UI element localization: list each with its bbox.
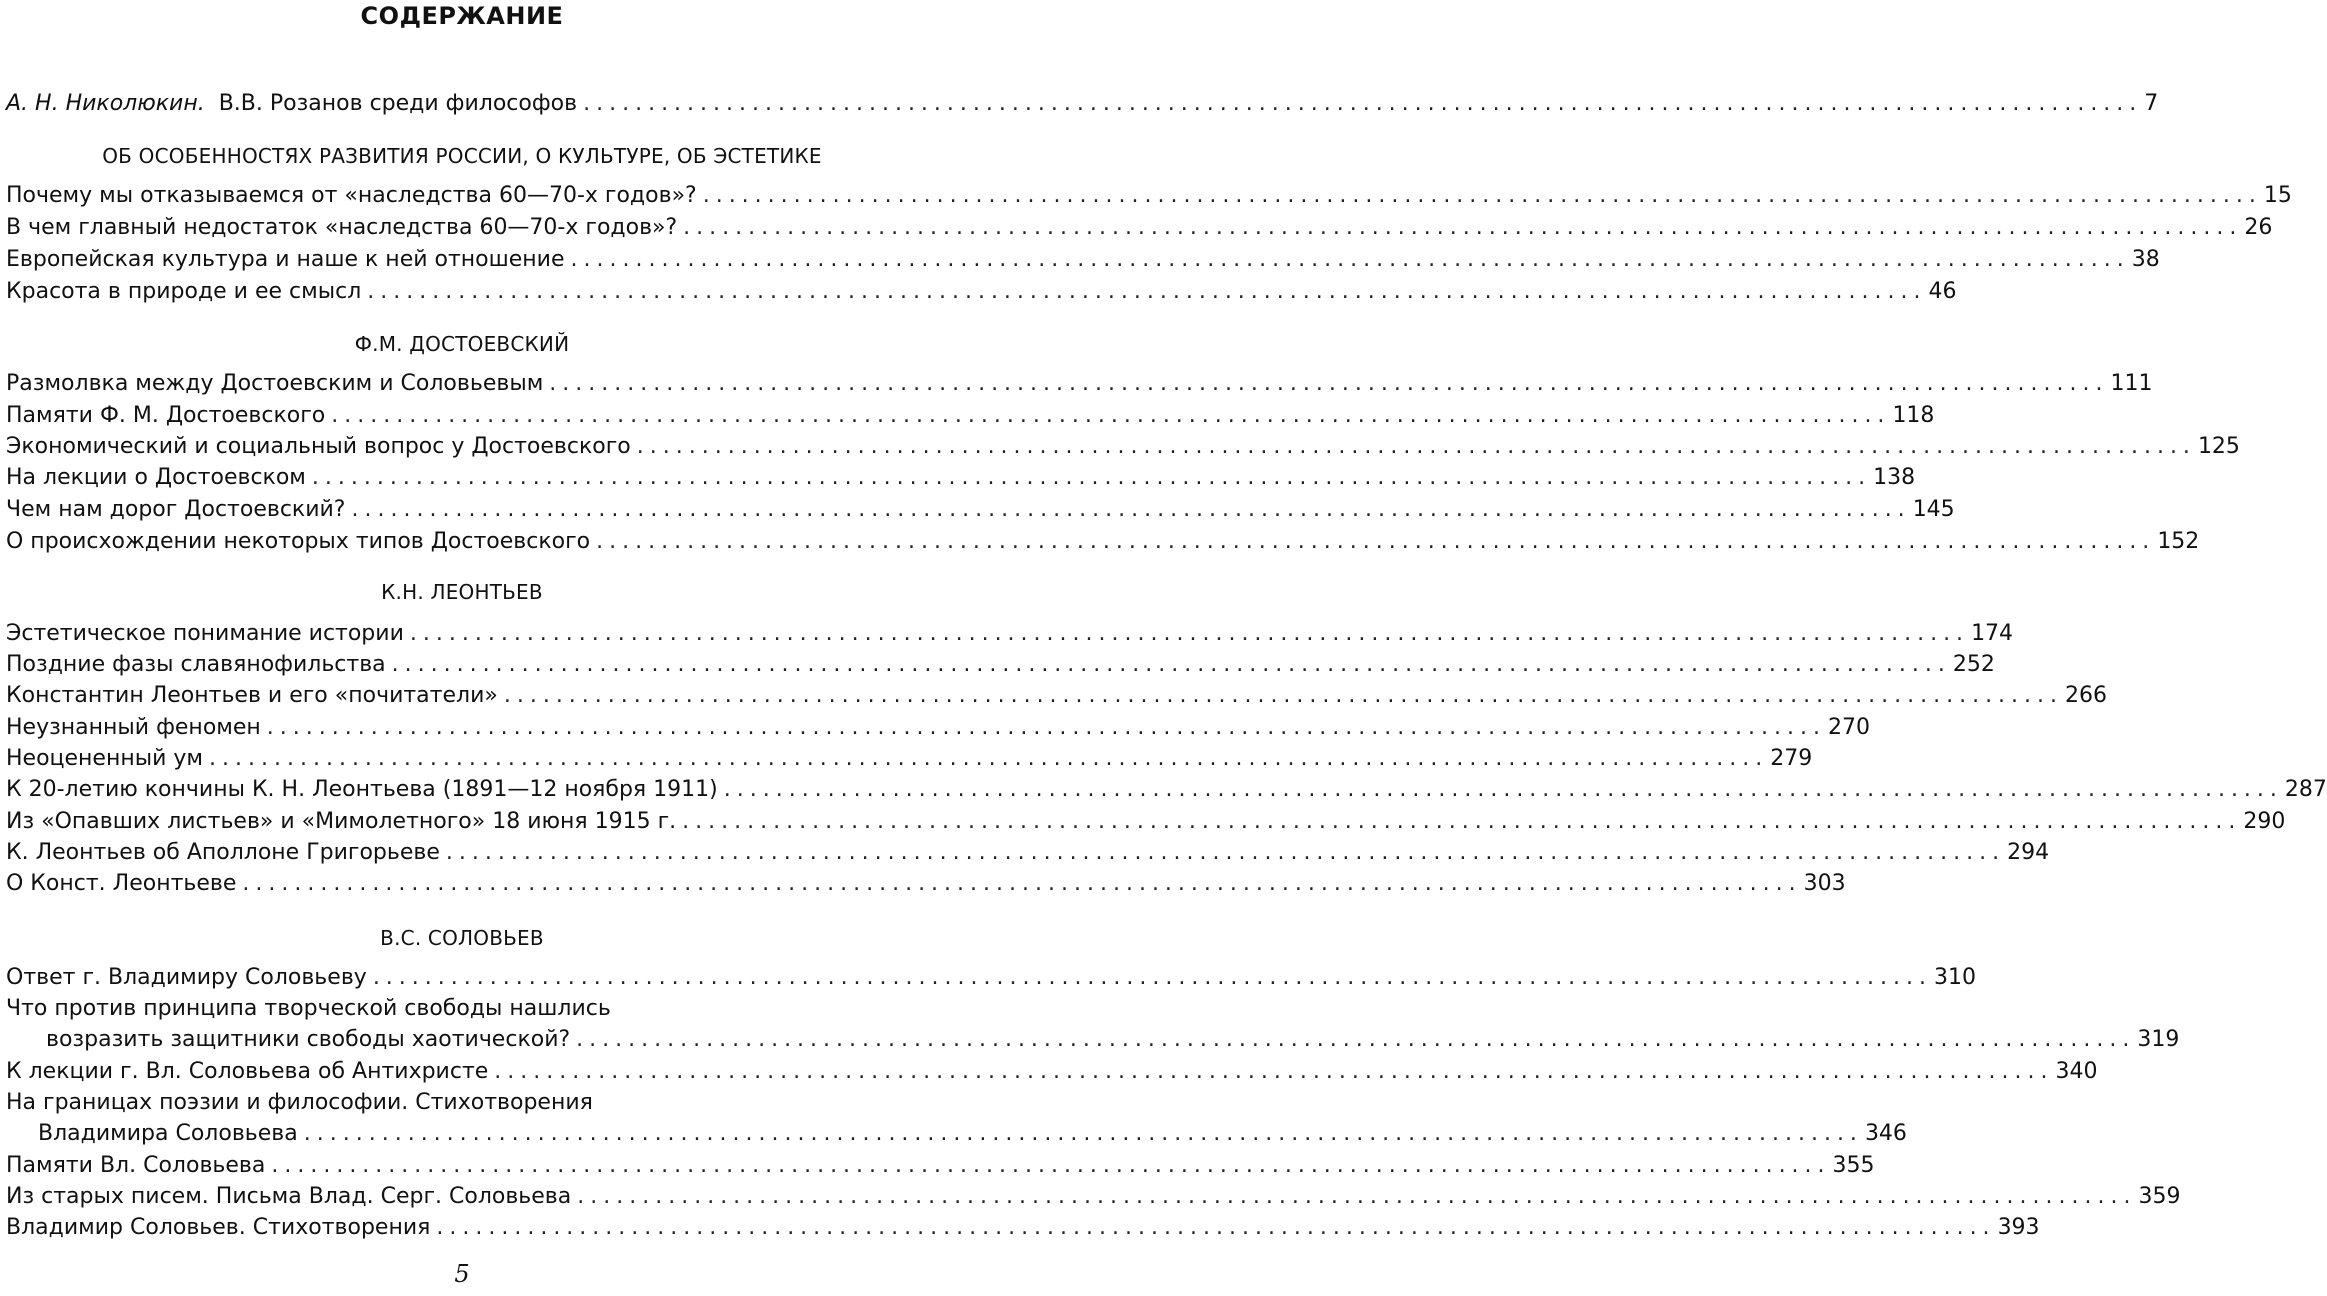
- entry-text: Константин Леонтьев и его «почитатели»: [6, 680, 504, 711]
- dot-leader: ........................................................................................................................: [445, 840, 2006, 865]
- entry-text: Размолвка между Достоевским и Соловьевым: [6, 368, 549, 399]
- toc-title: СОДЕРЖАНИЕ: [360, 2, 564, 30]
- entry-page: 294: [2007, 840, 2050, 865]
- entry-first-line: Что против принципа творческой свободы нашлись: [6, 996, 611, 1021]
- dot-leader: ........................................................................................................................: [409, 621, 1970, 646]
- entry-text: К. Леонтьев об Аполлоне Григорьеве: [6, 837, 446, 868]
- entry-text: Памяти Вл. Соловьева: [6, 1150, 271, 1181]
- entry-text: Экономический и социальный вопрос у Достоевского: [6, 431, 637, 462]
- dot-leader: ........................................................................................................................: [549, 371, 2109, 396]
- toc-entry: [6, 368, 2153, 399]
- entry-text: О Конст. Леонтьеве: [6, 868, 242, 899]
- section-heading: В.С. СОЛОВЬЕВ: [380, 926, 544, 950]
- dot-leader: ........................................................................................................................: [436, 1215, 1996, 1240]
- entry-text: Неоцененный ум: [6, 743, 209, 774]
- entry-page: 355: [1832, 1153, 1875, 1178]
- entry-author: А. Н. Николюкин.: [6, 91, 205, 116]
- toc-entry: [6, 649, 1995, 680]
- entry-page: 111: [2110, 371, 2153, 396]
- entry-page: 340: [2055, 1059, 2098, 1084]
- entry-page: 46: [1928, 279, 1957, 304]
- toc-entry: [6, 1150, 1875, 1181]
- entry-page: 125: [2197, 434, 2240, 459]
- entry-text: Неузнанный феномен: [6, 712, 267, 743]
- entry-text: Красота в природе и ее смысл: [6, 276, 367, 307]
- entry-page: 279: [1770, 746, 1813, 771]
- entry-first-line: На границах поэзии и философии. Стихотворения: [6, 1090, 593, 1115]
- entry-text: На лекции о Достоевском: [6, 462, 312, 493]
- toc-entry: [6, 431, 2240, 462]
- toc-entry: [6, 494, 1955, 525]
- entry-text: Из старых писем. Письма Влад. Серг. Соловьева: [6, 1181, 577, 1212]
- toc-entry: [6, 1056, 2098, 1087]
- entry-text: Владимир Соловьев. Стихотворения: [6, 1212, 436, 1243]
- entry-page: 26: [2244, 215, 2273, 240]
- entry-page: 252: [1952, 652, 1995, 677]
- toc-entry: [6, 400, 1935, 431]
- dot-leader: ........................................................................................................................: [494, 1059, 2054, 1084]
- section-heading: ОБ ОСОБЕННОСТЯХ РАЗВИТИЯ РОССИИ, О КУЛЬТУРЕ, ОБ ЭСТЕТИКЕ: [102, 144, 822, 168]
- entry-text: возразить защитники свободы хаотической?: [6, 1024, 576, 1055]
- entry-text: Из «Опавших листьев» и «Мимолетного» 18 июня 1915 г.: [6, 806, 682, 837]
- dot-leader: ........................................................................................................................: [242, 871, 1802, 896]
- dot-leader: ........................................................................................................................: [683, 215, 2243, 240]
- entry-text: Поздние фазы славянофильства: [6, 649, 392, 680]
- section-heading: К.Н. ЛЕОНТЬЕВ: [381, 580, 543, 604]
- toc-page: [6, 0, 2327, 1296]
- toc-entry: [6, 180, 2292, 211]
- entry-page: 145: [1912, 497, 1955, 522]
- toc-entry: [6, 1024, 2180, 1055]
- dot-leader: ........................................................................................................................: [503, 683, 2064, 708]
- entry-page: 303: [1803, 871, 1846, 896]
- entry-page: 346: [1864, 1121, 1907, 1146]
- dot-leader: ........................................................................................................................: [331, 403, 1891, 428]
- toc-entry: [6, 462, 1916, 493]
- section-heading: Ф.М. ДОСТОЕВСКИЙ: [354, 332, 570, 356]
- dot-leader: ........................................................................................................................: [596, 529, 2156, 554]
- entry-text: В чем главный недостаток «наследства 60—70-х годов»?: [6, 212, 683, 243]
- entry-page: 152: [2157, 529, 2200, 554]
- dot-leader: ........................................................................................................................: [391, 652, 1951, 677]
- toc-entry: [6, 212, 2273, 243]
- toc-entry: [6, 276, 1957, 307]
- dot-leader: ........................................................................................................................: [636, 434, 2196, 459]
- entry-page: 174: [1971, 621, 2014, 646]
- entry-text: В.В. Розанов среди философов: [218, 91, 578, 116]
- toc-entry: [6, 1181, 2181, 1212]
- dot-leader: ........................................................................................................................: [271, 1153, 1831, 1178]
- entry-text: Европейская культура и наше к ней отношение: [6, 244, 571, 275]
- dot-leader: ........................................................................................................................: [577, 1184, 2137, 1209]
- toc-entry: [6, 962, 1976, 993]
- dot-leader: ........................................................................................................................: [723, 777, 2283, 802]
- toc-entry: [6, 868, 1846, 899]
- entry-page: 138: [1873, 465, 1916, 490]
- toc-entry: [6, 743, 1813, 774]
- toc-entry: [6, 680, 2108, 711]
- toc-entry: [6, 774, 2327, 805]
- entry-page: 38: [2131, 247, 2160, 272]
- entry-title: [6, 88, 583, 119]
- entry-text: О происхождении некоторых типов Достоевского: [6, 526, 596, 557]
- toc-entry: [6, 1212, 2040, 1243]
- dot-leader: ........................................................................................................................: [570, 247, 2130, 272]
- dot-leader: ........................................................................................................................: [583, 91, 2143, 116]
- entry-page: 118: [1892, 403, 1935, 428]
- entry-page: 266: [2065, 683, 2108, 708]
- dot-leader: ........................................................................................................................: [702, 183, 2262, 208]
- dot-leader: ........................................................................................................................: [351, 497, 1911, 522]
- entry-text: Эстетическое понимание истории: [6, 618, 410, 649]
- entry-page: 359: [2138, 1184, 2181, 1209]
- dot-leader: ........................................................................................................................: [209, 746, 1769, 771]
- entry-text: Памяти Ф. М. Достоевского: [6, 400, 331, 431]
- entry-page: 310: [1934, 965, 1976, 990]
- toc-entry: [6, 712, 1870, 743]
- dot-leader: ........................................................................................................................: [311, 465, 1872, 490]
- entry-page: 270: [1827, 715, 1870, 740]
- dot-leader: ........................................................................................................................: [266, 715, 1826, 740]
- toc-entry: [6, 837, 2050, 868]
- toc-entry: [6, 806, 2286, 837]
- toc-entry: [6, 618, 2014, 649]
- entry-text: Ответ г. Владимиру Соловьеву: [6, 962, 373, 993]
- entry-page: 15: [2263, 183, 2292, 208]
- toc-entry: [6, 1118, 1907, 1149]
- dot-leader: ........................................................................................................................: [367, 279, 1927, 304]
- dot-leader: ........................................................................................................................: [682, 809, 2242, 834]
- toc-entry-intro: [6, 88, 2159, 119]
- entry-page: 290: [2243, 809, 2286, 834]
- entry-page: 393: [1997, 1215, 2040, 1240]
- page-number: 5: [454, 1260, 470, 1288]
- toc-entry: [6, 526, 2200, 557]
- toc-entry: [6, 244, 2160, 275]
- entry-text: К лекции г. Вл. Соловьева об Антихристе: [6, 1056, 494, 1087]
- entry-page: 287: [2284, 777, 2327, 802]
- entry-page: 7: [2144, 91, 2159, 116]
- dot-leader: ........................................................................................................................: [372, 965, 1932, 990]
- dot-leader: ........................................................................................................................: [303, 1121, 1863, 1146]
- entry-text: К 20-летию кончины К. Н. Леонтьева (1891—12 ноября 1911): [6, 774, 724, 805]
- entry-page: 319: [2137, 1027, 2180, 1052]
- dot-leader: ........................................................................................................................: [576, 1027, 2136, 1052]
- entry-text: Чем нам дорог Достоевский?: [6, 494, 352, 525]
- entry-text: Владимира Соловьева: [6, 1118, 304, 1149]
- entry-text: Почему мы отказываемся от «наследства 60—70-х годов»?: [6, 180, 703, 211]
